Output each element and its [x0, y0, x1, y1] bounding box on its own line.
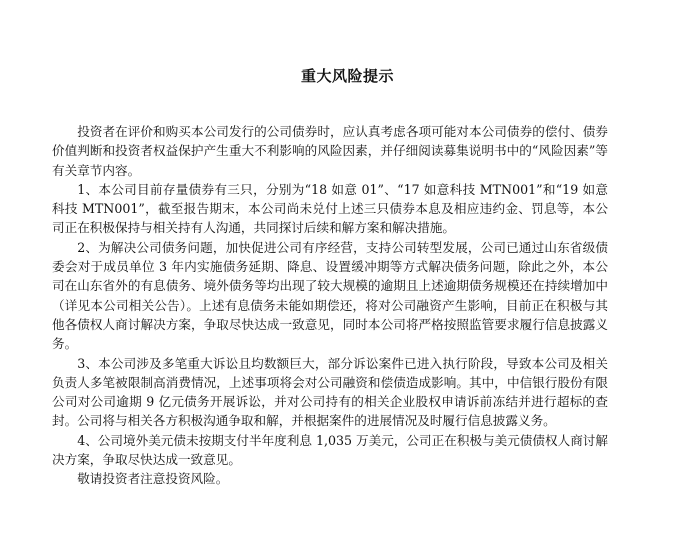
- paragraph-risk-2: 2、为解决公司债务问题，加快促进公司有序经营，支持公司转型发展，公司已通过山东省级债委会对于成员单位 3 年内实施债务延期、降息、设置缓冲期等方式解决债务问题，除此之外，本公司在山东省外的有息债务、境外债务等均出现了较大规模的逾期且上述逾期债务规模还在持续增加中（详见本公司相关公告）。上述有息债务未能如期偿还，将对公司融资产生影响，目前正在积极与其他各债权人商讨解决方案，争取尽快达成一致意见，同时本公司将严格按照监管要求履行信息披露义务。: [52, 239, 608, 352]
- paragraph-risk-1: 1、本公司目前存量债券有三只，分别为“18 如意 01”、“17 如意科技 MTN001”和“19 如意科技 MTN001”，截至报告期末，本公司尚未兑付上述三只债券本息及相应违约金、罚息等，本公司正在积极保持与相关持有人沟通，共同探讨后续和解方案和解决措施。: [52, 181, 608, 236]
- paragraph-intro: 投资者在评价和购买本公司发行的公司债券时，应认真考虑各项可能对本公司债券的偿付、债券价值判断和投资者权益保护产生重大不利影响的风险因素，并仔细阅读募集说明书中的“风险因素”等有关章节内容。: [52, 124, 608, 178]
- document-title: 重大风险提示: [300, 67, 394, 85]
- paragraph-risk-4: 4、公司境外美元债未按期支付半年度利息 1,035 万美元，公司正在积极与美元债债权人商讨解决方案，争取尽快达成一致意见。: [52, 432, 608, 468]
- paragraph-closing: 敬请投资者注意投资风险。: [77, 471, 229, 487]
- paragraph-risk-3: 3、本公司涉及多笔重大诉讼且均数额巨大，部分诉讼案件已进入执行阶段，导致本公司及相关负责人多笔被限制高消费情况，上述事项将会对公司融资和偿债造成影响。其中，中信银行股份有限公司对公司逾期 9 亿元债务开展诉讼，并对公司持有的相关企业股权申请诉前冻结并进行超标的查封。公司将与相关各方积极沟通争取和解，并根据案件的进展情况及时履行信息披露义务。: [52, 355, 608, 429]
- document-body: [52, 122, 608, 489]
